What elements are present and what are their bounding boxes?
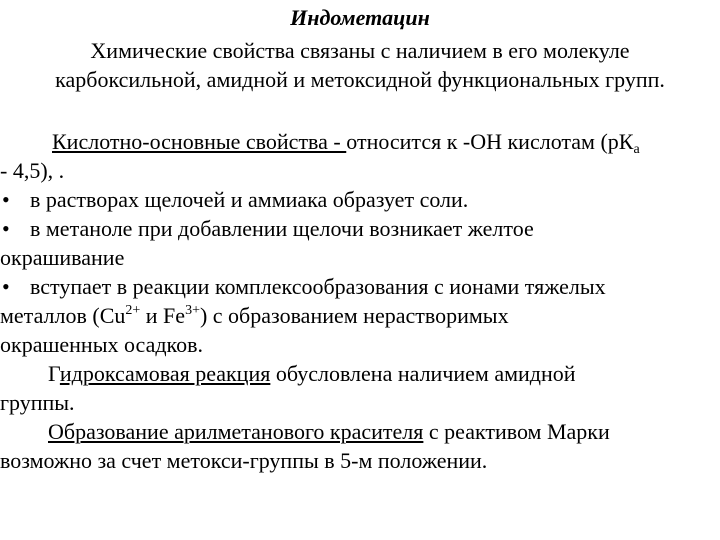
hydroxamic-line-2: группы. xyxy=(0,390,75,415)
acid-base-line-1 xyxy=(22,127,712,156)
body-text xyxy=(0,127,712,475)
hydroxamic-prefix: Г xyxy=(48,361,60,386)
intro-line-1: Химические свойства связаны с наличием в его молекуле xyxy=(90,38,630,63)
bullet-text-methanol: в метаноле при добавлении щелочи возникает желтое xyxy=(30,216,534,241)
bullet-item-methanol xyxy=(0,214,712,243)
bullet-item-salts xyxy=(0,185,712,214)
bullet-icon: • xyxy=(2,274,10,299)
arylmethane-heading: Образование арилметанового красителя xyxy=(48,419,424,444)
arylmethane-line-1 xyxy=(22,417,712,446)
intro-paragraph xyxy=(0,36,720,94)
acid-base-heading: Кислотно-основные свойства - xyxy=(52,129,347,154)
bullet-text-complex-metals xyxy=(0,301,712,330)
acid-base-text: относится к -ОН кислотам (рК xyxy=(346,129,634,154)
page-title: Индометацин xyxy=(290,5,430,30)
metals-text-b: и Fe xyxy=(140,303,186,328)
cu-charge: 2+ xyxy=(125,303,141,318)
metals-text-a: металлов (Cu xyxy=(0,303,126,328)
bullet-icon: • xyxy=(2,187,10,212)
bullet-text-complex-end: окрашенных осадков. xyxy=(0,332,203,357)
bullet-text-salts: в растворах щелочей и аммиака образует соли. xyxy=(30,187,469,212)
arylmethane-line-2: возможно за счет метокси-группы в 5-м положении. xyxy=(0,448,488,473)
metals-text-c: ) с образованием нерастворимых xyxy=(199,303,509,328)
bullet-item-complex xyxy=(0,272,712,301)
hydroxamic-heading: идроксамовая реакция xyxy=(59,361,271,386)
bullet-text-methanol-cont: окрашивание xyxy=(0,245,125,270)
arylmethane-text: с реактивом Марки xyxy=(423,419,610,444)
pka-subscript: a xyxy=(633,142,640,157)
acid-base-line-2: - 4,5), . xyxy=(0,158,65,183)
bullet-text-complex: вступает в реакции комплексообразования с ионами тяжелых xyxy=(30,274,606,299)
hydroxamic-line-1 xyxy=(22,359,712,388)
bullet-icon: • xyxy=(2,216,10,241)
fe-charge: 3+ xyxy=(185,303,200,318)
intro-line-2: карбоксильной, амидной и метоксидной функциональных групп. xyxy=(55,67,665,92)
hydroxamic-text: обусловлена наличием амидной xyxy=(270,361,576,386)
